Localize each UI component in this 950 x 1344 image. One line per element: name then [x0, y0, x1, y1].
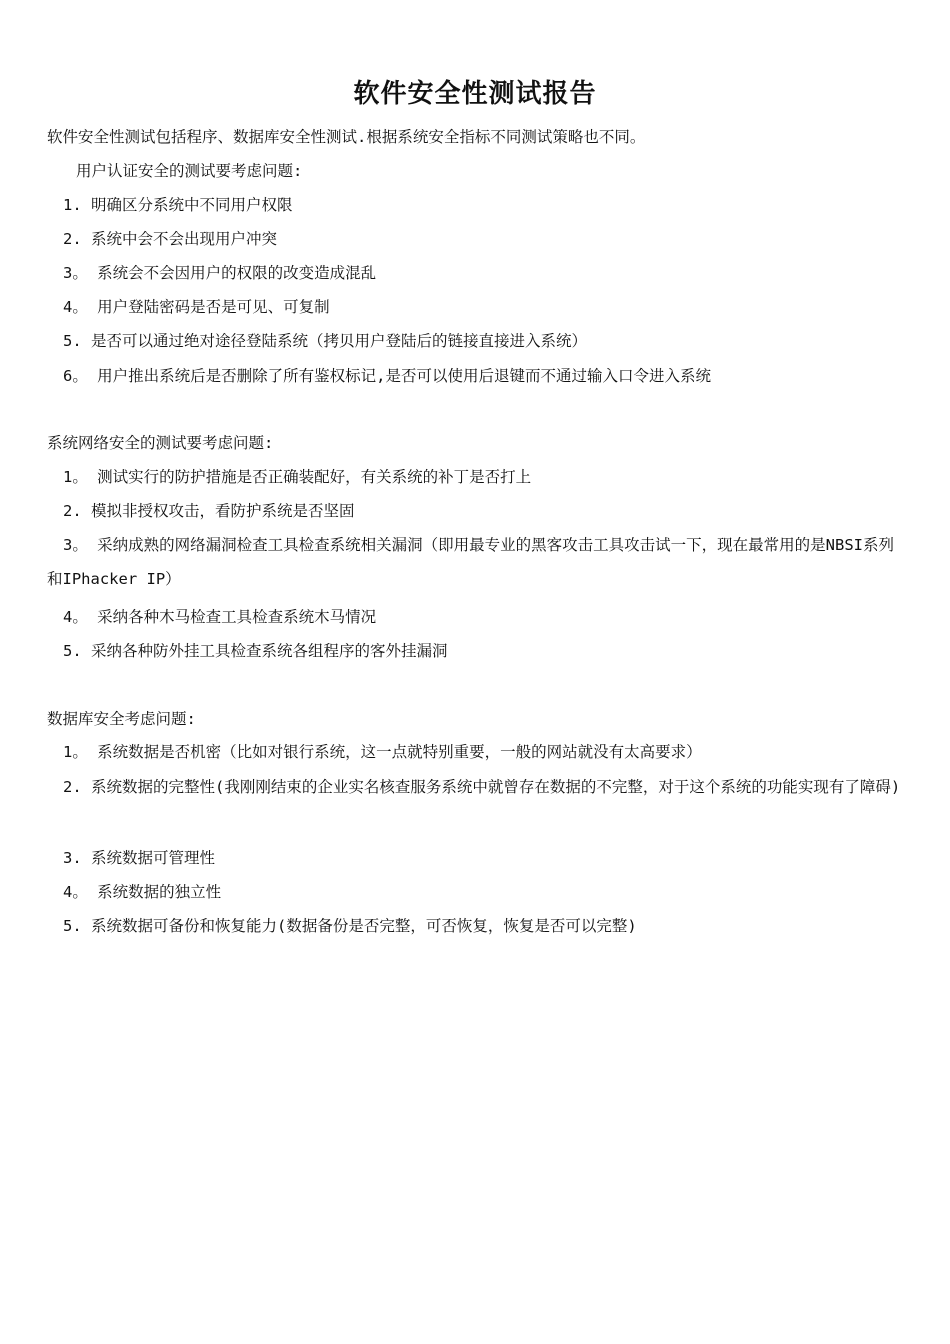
section-heading-network: 系统网络安全的测试要考虑问题: — [47, 434, 274, 452]
list-item: 4。 系统数据的独立性 — [63, 883, 222, 901]
list-item: 1。 系统数据是否机密（比如对银行系统，这一点就特别重要，一般的网站就没有太高要求） — [63, 743, 702, 761]
list-item: 2. 模拟非授权攻击，看防护系统是否坚固 — [63, 502, 355, 520]
list-item: 1. 明确区分系统中不同用户权限 — [63, 196, 293, 214]
list-item: 4。 采纳各种木马检查工具检查系统木马情况 — [63, 608, 377, 626]
list-item: 3。 采纳成熟的网络漏洞检查工具检查系统相关漏洞（即用最专业的黑客攻击工具攻击试一下，现在最常用的是NBSI系列和IPhacker IP） — [47, 536, 894, 588]
page-title: 软件安全性测试报告 — [353, 79, 597, 109]
list-item: 5. 系统数据可备份和恢复能力(数据备份是否完整，可否恢复，恢复是否可以完整) — [63, 917, 637, 935]
intro-paragraph: 软件安全性测试包括程序、数据库安全性测试.根据系统安全指标不同测试策略也不同。 — [47, 128, 646, 146]
list-item: 3。 系统会不会因用户的权限的改变造成混乱 — [63, 264, 377, 282]
list-item: 1。 测试实行的防护措施是否正确装配好，有关系统的补丁是否打上 — [63, 468, 532, 486]
section-heading-database: 数据库安全考虑问题: — [47, 710, 196, 728]
section-heading-user-auth: 用户认证安全的测试要考虑问题: — [76, 162, 303, 180]
list-item: 2. 系统数据的完整性(我刚刚结束的企业实名核查服务系统中就曾存在数据的不完整，对于这个系统的功能实现有了障碍) — [63, 778, 901, 796]
list-item: 6。 用户推出系统后是否删除了所有鉴权标记,是否可以使用后退键而不通过输入口令进入系统 — [63, 367, 711, 385]
list-item: 2. 系统中会不会出现用户冲突 — [63, 230, 277, 248]
list-item: 5. 采纳各种防外挂工具检查系统各组程序的客外挂漏洞 — [63, 642, 448, 660]
list-item: 5. 是否可以通过绝对途径登陆系统（拷贝用户登陆后的链接直接进入系统） — [63, 332, 587, 350]
list-item: 4。 用户登陆密码是否是可见、可复制 — [63, 298, 330, 316]
list-item: 3. 系统数据可管理性 — [63, 849, 215, 867]
